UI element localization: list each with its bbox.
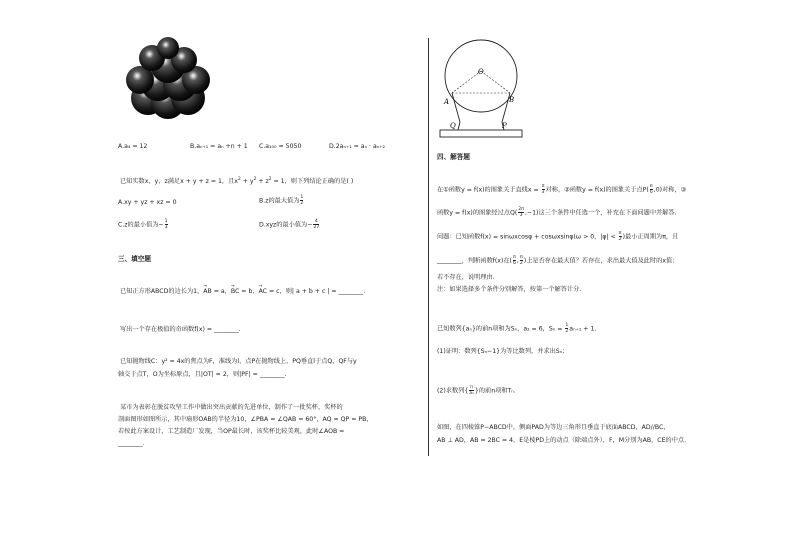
option-d: D.xyz的最小值为− $\frac{4}{27}$: [259, 219, 320, 230]
option-d: D.2aₙ₊₁ = aₙ · aₙ₊₂: [329, 143, 385, 150]
column-divider: [428, 38, 429, 456]
option-b: B.z的最大值为 $\frac{1}{2}$: [259, 195, 304, 206]
label-b: B: [509, 96, 515, 104]
label-p: P: [502, 122, 507, 130]
question-trophy-line1: 某市为表彰在脱贫攻坚工作中做出突出贡献的先进单位，制作了一批奖杯，奖杯的: [120, 404, 343, 411]
question-trophy-line2: 剖面图形如图所示，其中扇形OAB的半径为10，∠PBA = ∠QAB = 60°，AQ = QP = PB，: [118, 416, 373, 423]
question-trig-line1: 在①函数y = f(x)的图象关于直线x = $\frac{\pi}{3}$ 对称，②函数y = f(x)的图象关于点P( $\frac{\pi}{6}$ ,0)对称，③: [437, 184, 687, 195]
question-xyz-stem: 已知实数x，y，z满足x + y + z = 1，且$x^2 + y^2 + z^2 = 1$，则下列结论正确的是( ): [120, 177, 354, 186]
option-b: B.aₙ₊₁ = aₙ +n + 1: [190, 143, 248, 150]
question-trophy-line4: ________.: [118, 440, 145, 447]
question-sequence-part2: (2)求数列{ $\frac{n}{\text{aₙ}}$ }的前n项和Tₙ.: [437, 385, 516, 396]
question-trig-line2: 函数y = f(x)的图象经过点Q( $\frac{2\pi}{3}$ ,−1)这三个条件中任选一个，补充在下面问题中并解答.: [437, 207, 677, 218]
label-q: Q: [450, 122, 456, 130]
trophy-figure: [436, 38, 526, 140]
section-title-fill-blank: 三、填空题: [118, 255, 151, 263]
question-trig-line5: 若不存在，说明理由.: [437, 274, 495, 281]
question-parabola-line1: 已知抛物线C：y² = 4x的焦点为F，准线为l，点P在抛物线上，PQ垂直l于点Q，QF与y: [120, 358, 357, 365]
question-sequence-stem: 已知数列{aₙ}的前n项和为Sₙ，a₂ = 6，Sₙ = $\frac{1}{2}$ aₙ₊₁ + 1.: [437, 323, 597, 334]
question-trig-note: 注：如果选择多个条件分别解答，按第一个解答计分.: [437, 286, 582, 293]
question-trig-line4: ________，判断函数f(x)在( $\frac{\pi}{6}$ , $\frac{\pi}{2}$ )上是否存在最大值？若存在，求出最大值及此时的x值；: [437, 255, 679, 266]
question-pyramid-line2: AB ⊥ AD，AB = 2BC = 4，E是棱PD上的动点（除端点外），F，M分别为AB，CE的中点.: [437, 437, 687, 444]
option-c: C.z的最小值为− $\frac{1}{3}$: [118, 219, 168, 230]
sphere-stack-figure: [118, 36, 218, 126]
question-trig-line3: 问题：已知函数f(x) = sinωxcosφ + cosωxsinφ(ω > 0，|φ| < $\frac{\pi}{2}$ )最小正周期为π，且: [437, 231, 679, 242]
label-a: A: [444, 98, 450, 106]
question-pyramid-line1: 如图，在四棱锥P−ABCD中，侧面PAD为等边三角形且垂直于底面ABCD，AD//BC，: [437, 424, 670, 431]
question-trophy-line3: 若按此方案设计，工艺制造厂发现，当OP最长时，该奖杯比较美观，此时∠AOB =: [118, 428, 345, 435]
question-sequence-part1: (1)证明：数列{Sₙ−1}为等比数列，并求出Sₙ；: [437, 348, 569, 355]
option-a: A.a₄ = 12: [118, 143, 148, 150]
section-title-answers: 四、解答题: [437, 153, 470, 161]
label-o: O: [478, 68, 484, 76]
option-a: A.xy + yz + xz = 0: [118, 199, 177, 206]
question-square-vectors: 已知正方形ABCD的边长为1，→ AB = a，→ BC = b，→ AC = c，则| a + b + c | = ________.: [120, 288, 365, 296]
question-odd-function: 写出一个存在极值的奇函数f(x) = ________.: [120, 326, 241, 333]
question-parabola-line2: 轴交于点T，O为坐标原点，且|OT| = 2，则|PF| = ________.: [118, 371, 287, 378]
option-c: C.a₁₀₀ = 5050: [259, 143, 302, 150]
